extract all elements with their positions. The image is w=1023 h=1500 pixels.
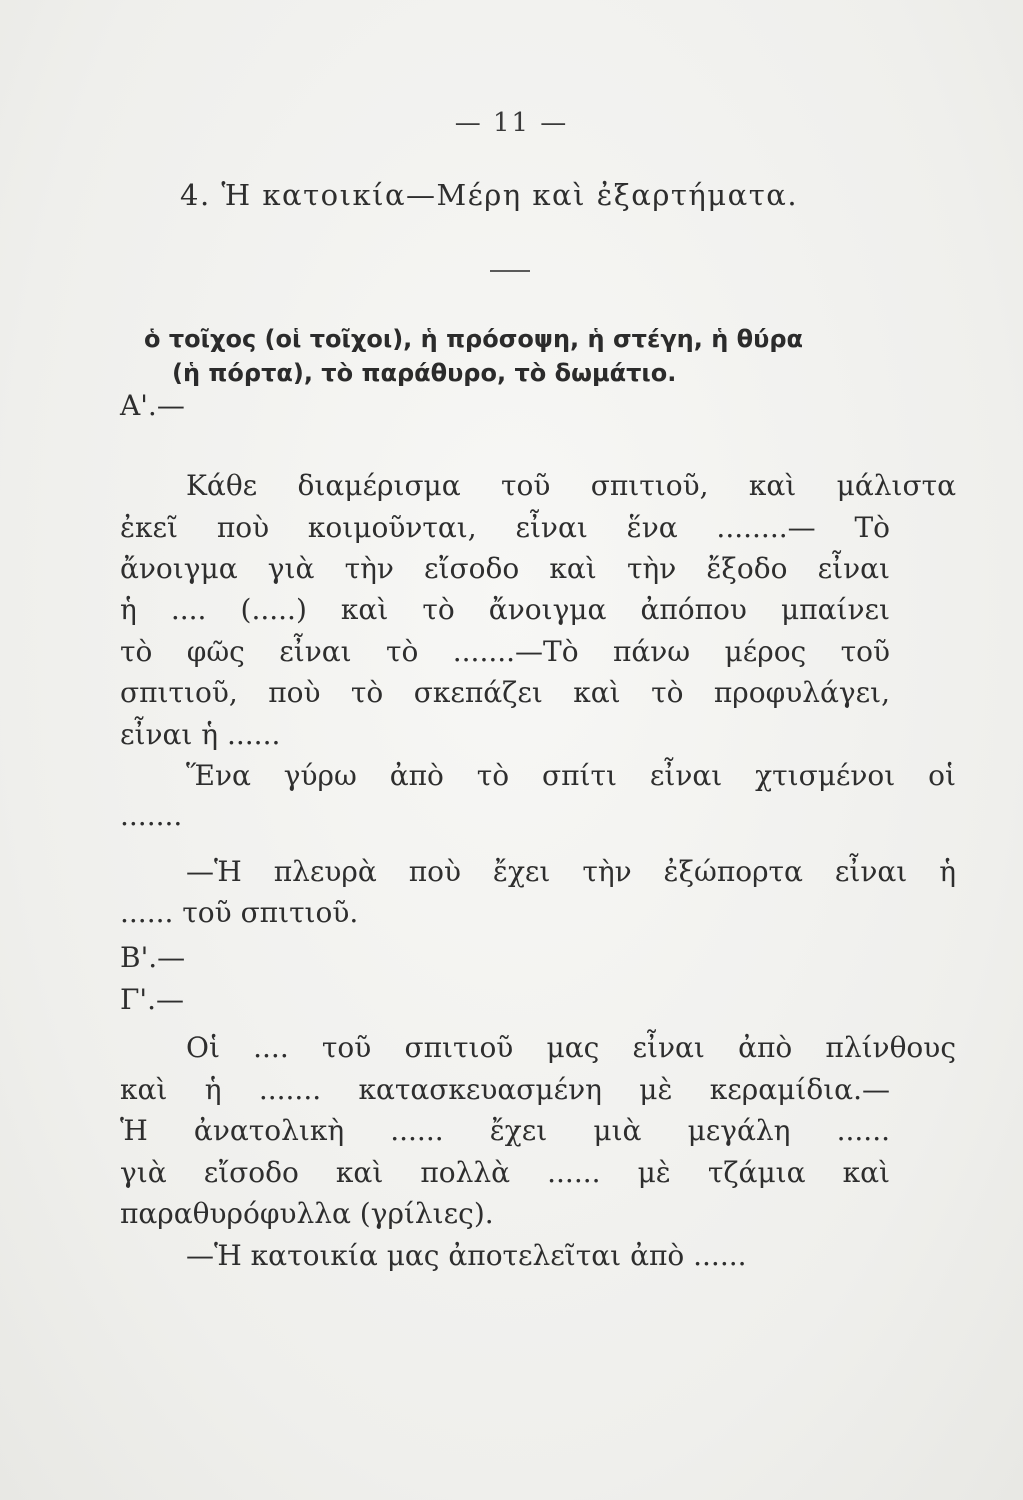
text-line: σπιτιοῦ, ποὺ τὸ σκεπάζει καὶ τὸ προφυλάγει,: [120, 676, 890, 709]
text-line: Κάθε διαμέρισμα τοῦ σπιτιοῦ, καὶ μάλιστα: [186, 469, 956, 502]
section-a-label: Α'.—: [120, 389, 185, 422]
text-line: Ἕνα γύρω ἀπὸ τὸ σπίτι εἶναι χτισμένοι οἱ: [186, 759, 956, 792]
text-line: Ἡ ἀνατολικὴ ...... ἔχει μιὰ μεγάλη ......: [120, 1114, 890, 1147]
heading-divider: [490, 270, 530, 272]
text-line: γιὰ εἴσοδο καὶ πολλὰ ...... μὲ τζάμια καὶ: [120, 1156, 890, 1189]
text-line: τὸ φῶς εἶναι τὸ .......—Τὸ πάνω μέρος τοῦ: [120, 635, 890, 668]
vocabulary-line: ὁ τοῖχος (οἱ τοῖχοι), ἡ πρόσοψη, ἡ στέγη, ἡ θύρα: [144, 325, 804, 353]
vocabulary-line: (ἡ πόρτα), τὸ παράθυρο, τὸ δωμάτιο.: [172, 359, 677, 387]
lesson-heading: 4. Ἡ κατοικία—Μέρη καὶ ἐξαρτήματα.: [180, 178, 799, 212]
text-line: —Ἡ πλευρὰ ποὺ ἔχει τὴν ἐξώπορτα εἶναι ἡ: [186, 855, 956, 888]
section-c-label: Γ'.—: [120, 983, 185, 1016]
text-line: καὶ ἡ ....... κατασκευασμένη μὲ κεραμίδια.—: [120, 1073, 890, 1106]
text-line: .......: [120, 799, 183, 832]
text-line: —Ἡ κατοικία μας ἀποτελεῖται ἀπὸ ......: [186, 1239, 747, 1272]
section-b-label: Β'.—: [120, 941, 186, 974]
text-line: εἶναι ἡ ......: [120, 718, 281, 751]
text-line: ἄνοιγμα γιὰ τὴν εἴσοδο καὶ τὴν ἔξοδο εἶναι: [120, 552, 890, 585]
page-number: — 11 —: [454, 108, 569, 138]
text-line: Οἱ .... τοῦ σπιτιοῦ μας εἶναι ἀπὸ πλίνθους: [186, 1031, 956, 1064]
vocabulary-list: [144, 322, 884, 390]
text-line: παραθυρόφυλλα (γρίλιες).: [120, 1197, 494, 1230]
text-line: ...... τοῦ σπιτιοῦ.: [120, 896, 359, 929]
text-line: ἡ .... (.....) καὶ τὸ ἄνοιγμα ἀπόπου μπαίνει: [120, 593, 890, 626]
text-line: ἐκεῖ ποὺ κοιμοῦνται, εἶναι ἕνα ........— Τὸ: [120, 511, 890, 544]
